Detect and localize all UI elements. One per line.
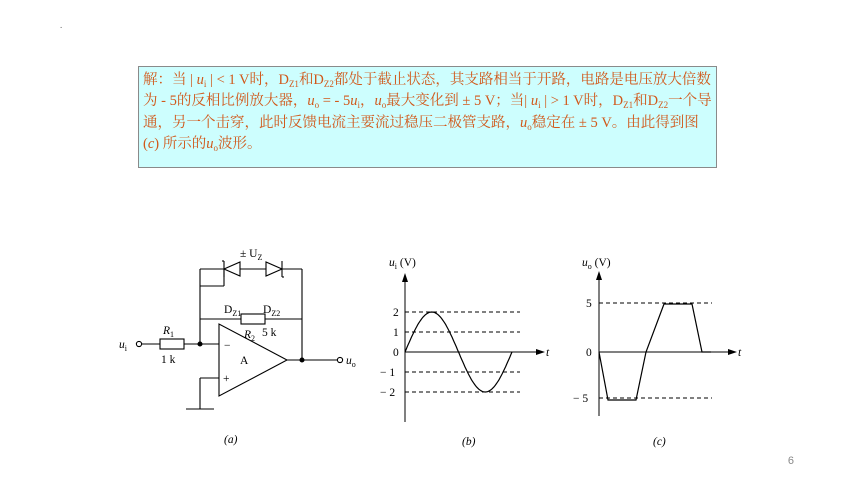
note-var: u — [307, 93, 315, 110]
note-text: 和D — [298, 72, 324, 88]
r1-label — [162, 325, 174, 339]
r2-text: R — [244, 329, 252, 341]
caption-a: (a) — [224, 434, 238, 446]
note-sub: o — [381, 100, 387, 111]
tick-label: 0 — [586, 347, 592, 359]
note-text: 最大变化到 ± 5 V；当| — [386, 93, 531, 110]
note-sub: o — [213, 143, 218, 154]
graph-ui — [380, 257, 550, 448]
graph-c-xlabel: t — [738, 347, 742, 359]
note-sub: i — [203, 79, 207, 89]
ui-text: u — [119, 339, 125, 351]
note-sub: o — [314, 100, 320, 111]
uo-sub: o — [351, 360, 356, 369]
note-var: u — [196, 72, 204, 88]
noninverting-sign: + — [223, 373, 230, 385]
resistor-r1 — [160, 339, 184, 349]
corner-mark: . — [60, 20, 63, 30]
note-var: u — [530, 93, 539, 110]
zener-diode-2 — [266, 262, 282, 276]
graph-c-ylabel-sub: o — [587, 262, 592, 271]
note-sub: Z1 — [288, 79, 299, 89]
r2-value: 5 k — [262, 327, 277, 339]
inverting-sign: − — [224, 340, 231, 352]
x-axis-arrow — [728, 349, 737, 355]
x-axis-arrow — [536, 349, 545, 355]
note-text: | < 1 V时，D — [206, 72, 289, 88]
dz1-label — [224, 304, 241, 318]
dz1-text: D — [224, 304, 233, 316]
graph-b-ylabel-sub: i — [394, 262, 397, 271]
tick-label: 2 — [393, 307, 399, 319]
note-var: u — [350, 93, 358, 110]
note-sub: o — [527, 121, 532, 132]
note-text: | > 1 V时，D — [540, 93, 624, 110]
r1-sub: 1 — [170, 330, 175, 339]
graph-b-ylabel-text: u — [389, 257, 395, 269]
tick-label: 1 — [393, 327, 399, 339]
graph-c-ylabel — [582, 257, 611, 271]
note-sub: i — [357, 100, 360, 111]
dz2-label — [263, 304, 280, 318]
tick-label: 0 — [393, 347, 399, 359]
note-text: 和D — [633, 93, 659, 110]
note-sub: Z2 — [658, 100, 669, 111]
junction-dot — [198, 342, 202, 346]
uo-text: u — [346, 355, 352, 367]
dz2-text: D — [263, 304, 272, 316]
zener-diode-1 — [224, 262, 240, 276]
y-axis-arrow — [596, 271, 602, 280]
note-text: 波形。 — [218, 136, 262, 153]
uz-text: ± U — [240, 248, 258, 260]
dz1-sub: Z1 — [232, 309, 242, 318]
note-text: 一个导通，另一个击穿，此时反馈电流主要流过稳压二极管支路， — [143, 93, 712, 131]
ui-label — [119, 339, 128, 353]
resistor-r2 — [241, 314, 265, 324]
tick-label: − 2 — [380, 387, 396, 399]
tick-label: 5 — [586, 298, 592, 310]
r1-text: R — [163, 325, 171, 337]
input-terminal — [136, 341, 141, 346]
y-axis-arrow — [402, 273, 408, 282]
caption-b: (b) — [462, 436, 476, 448]
graph-b-xlabel: t — [546, 347, 550, 359]
note-text: = - 5 — [319, 93, 351, 110]
page-number: 6 — [787, 455, 794, 467]
graph-c-ylabel-unit: (V) — [591, 257, 611, 269]
note-text: 都处于截止状态，其支路相当于开路，电路是电压放大倍数为 - 5的反相比例放大器， — [143, 72, 711, 110]
uo-label — [346, 355, 356, 369]
graph-b-ylabel — [389, 257, 416, 271]
tick-label: − 5 — [573, 393, 589, 405]
note-text: 稳定在 ± 5 V。由此得到图 ( — [143, 114, 699, 153]
note-text: ， — [359, 93, 375, 110]
graph-uo — [573, 257, 742, 448]
note-var: c — [147, 136, 155, 153]
caption-c: (c) — [653, 436, 666, 448]
note-sub: Z1 — [623, 100, 634, 111]
graph-c-ylabel-text: u — [582, 257, 588, 269]
uz-label — [240, 248, 263, 262]
r1-value: 1 k — [161, 354, 176, 366]
note-var: u — [374, 93, 382, 110]
uz-sub: Z — [257, 253, 263, 262]
tick-label: − 1 — [380, 367, 396, 379]
ui-sub: i — [124, 344, 127, 353]
dz2-sub: Z2 — [271, 309, 281, 318]
note-text: 解：当 | — [143, 72, 197, 88]
output-terminal — [337, 357, 342, 362]
note-sub: Z2 — [323, 79, 334, 89]
amp-label: A — [240, 355, 249, 367]
r2-sub: 2 — [251, 334, 256, 343]
note-text: ) 所示的 — [154, 136, 207, 153]
note-var: u — [520, 114, 528, 131]
junction-dot — [300, 358, 304, 362]
note-sub: i — [538, 100, 541, 111]
r2-label — [243, 329, 255, 343]
graph-b-ylabel-unit: (V) — [396, 257, 416, 269]
note-var: u — [206, 136, 214, 153]
